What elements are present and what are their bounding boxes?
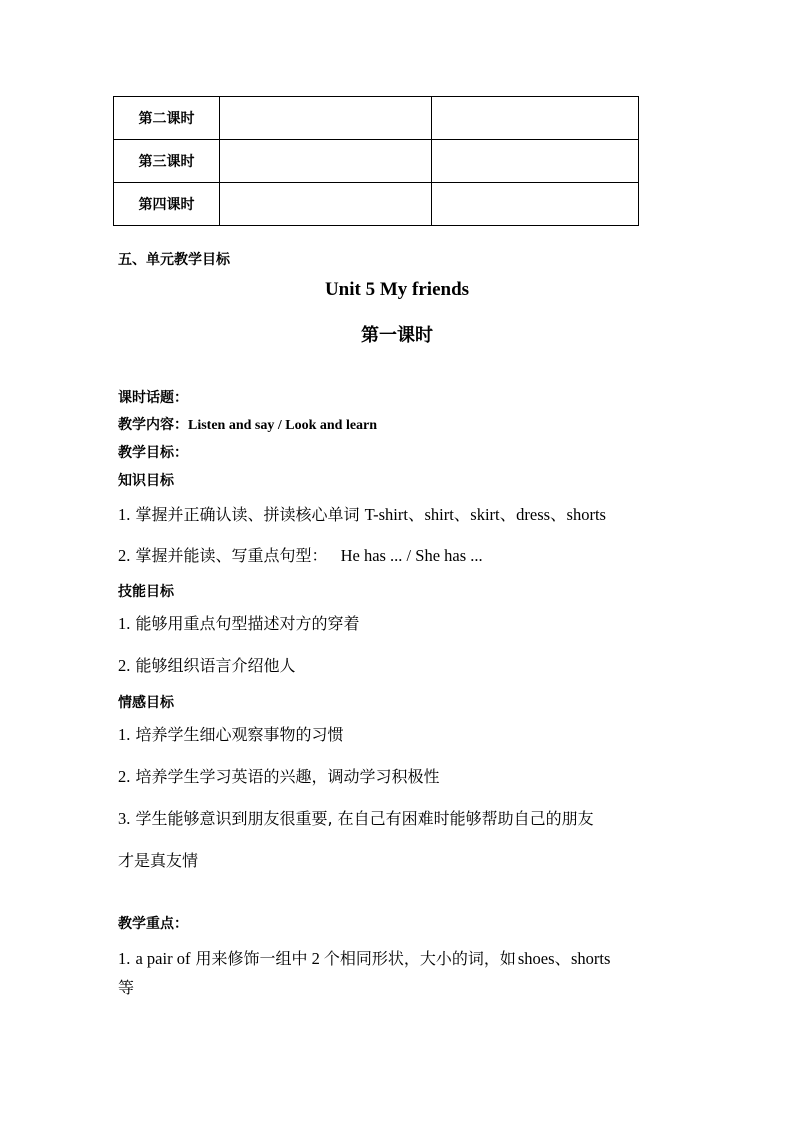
- content-value: Listen and say / Look and learn: [188, 418, 378, 433]
- item-text-en: T-shirt、shirt、skirt、dress、shorts: [364, 505, 606, 524]
- emotion-item-3-continuation: 才是真友情: [118, 851, 199, 870]
- item-number: 1.: [118, 505, 131, 524]
- table-cell: [432, 183, 639, 226]
- emotion-item-1: [118, 722, 343, 745]
- key-point-en: a pair of: [135, 949, 191, 968]
- lesson-title: 第一课时: [361, 325, 433, 346]
- table-cell: [220, 140, 432, 183]
- item-text-cn: 掌握并能读、写重点句型：: [135, 546, 328, 565]
- item-number: 2.: [118, 767, 131, 786]
- table-cell: [220, 183, 432, 226]
- item-text: 培养学生学习英语的兴趣，调动学习积极性: [135, 767, 440, 786]
- topic-label: 课时话题：: [118, 390, 188, 406]
- item-text: 能够用重点句型描述对方的穿着: [135, 614, 360, 633]
- key-point-en: shoes、shorts: [517, 949, 611, 968]
- objectives-label: 教学目标：: [118, 445, 188, 461]
- item-number: 1.: [118, 949, 131, 968]
- emotion-item-2: [118, 764, 439, 787]
- key-point-cn: 个相同形状，大小的词，如: [323, 949, 516, 968]
- key-point-line-1: [118, 945, 610, 969]
- item-number: 2.: [118, 656, 131, 675]
- section-heading: 五、单元教学目标: [118, 252, 230, 268]
- knowledge-item-1: [118, 501, 606, 525]
- table-row: [114, 140, 639, 183]
- item-text-en: He has ... / She has ...: [340, 546, 483, 565]
- item-text: 能够组织语言介绍他人: [135, 656, 296, 675]
- table-cell: [220, 97, 432, 140]
- skills-item-1: [118, 611, 359, 634]
- item-text: 学生能够意识到朋友很重要, 在自己有困难时能够帮助自己的朋友: [135, 809, 594, 828]
- item-number: 1.: [118, 725, 131, 744]
- item-number: 1.: [118, 614, 131, 633]
- knowledge-item-2: [118, 543, 483, 566]
- table-cell-label: 第三课时: [114, 140, 220, 183]
- table-cell: [432, 140, 639, 183]
- emotion-item-3: [118, 806, 594, 829]
- item-number: 2.: [118, 546, 131, 565]
- table-cell: [432, 97, 639, 140]
- table-cell-label: 第四课时: [114, 183, 220, 226]
- table-row: [114, 183, 639, 226]
- item-number: 3.: [118, 809, 131, 828]
- key-point-en: 2: [311, 949, 320, 968]
- content-label: 教学内容：: [118, 417, 188, 433]
- item-text: 培养学生细心观察事物的习惯: [135, 725, 344, 744]
- table-row: [114, 97, 639, 140]
- skills-item-2: [118, 653, 295, 676]
- key-point-line-2: 等: [118, 978, 135, 997]
- key-points-heading: 教学重点：: [118, 916, 188, 932]
- emotion-heading: 情感目标: [118, 695, 174, 711]
- key-point-cn: 用来修饰一组中: [195, 949, 308, 968]
- item-text-cn: 掌握并正确认读、拼读核心单词: [135, 505, 360, 524]
- knowledge-heading: 知识目标: [118, 473, 174, 489]
- unit-title: Unit 5 My friends: [324, 279, 470, 300]
- table-cell-label: 第二课时: [114, 97, 220, 140]
- lesson-schedule-table: [113, 96, 639, 226]
- content-line: [118, 414, 377, 434]
- skills-heading: 技能目标: [118, 584, 174, 600]
